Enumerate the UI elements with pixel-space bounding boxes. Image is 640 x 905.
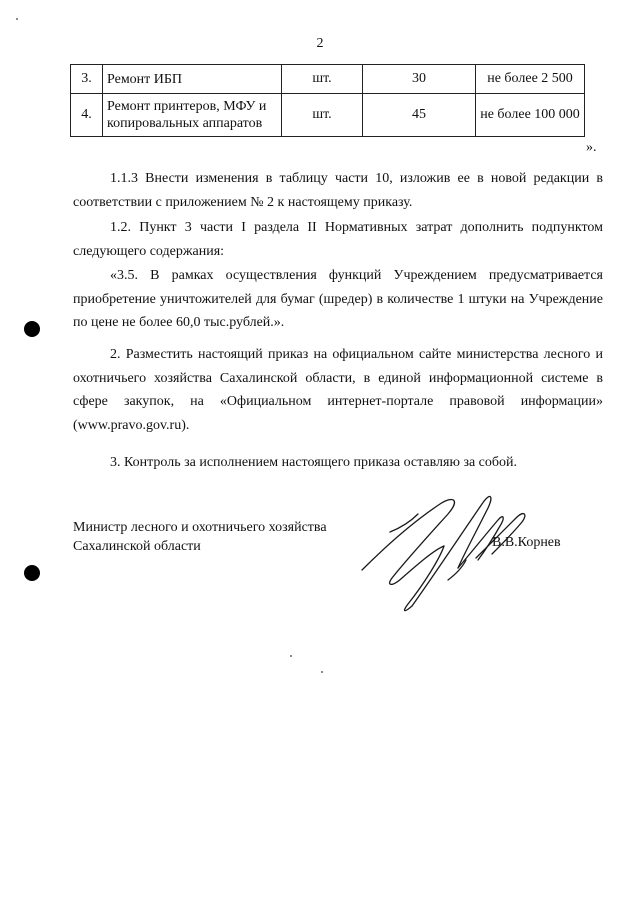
signatory-title-line: Сахалинской области (73, 539, 201, 554)
closing-quote: ». (586, 140, 597, 155)
row-unit: шт. (282, 65, 363, 94)
paragraph-3: 3. Контроль за исполнением настоящего приказа оставляю за собой. (110, 455, 518, 470)
paragraph-1-1-3: 1.1.3 Внести изменения в таблицу части 10, изложив ее в новой редакции в соответствии с приложением № 2 к настоящему приказу. (73, 171, 603, 210)
table-row (71, 65, 585, 94)
row-item-name: Ремонт принтеров, МФУ и копировальных аппаратов (103, 94, 282, 137)
row-number: 3. (71, 65, 103, 94)
punch-hole (24, 321, 40, 337)
row-price: не более 100 000 (476, 94, 585, 137)
row-quantity: 45 (363, 94, 476, 137)
scan-speck (290, 655, 292, 657)
row-price: не более 2 500 (476, 65, 585, 94)
row-item-name: Ремонт ИБП (103, 65, 282, 94)
signatory-title (73, 518, 327, 556)
signatory-name: В.В.Корнев (492, 535, 561, 550)
page-number: 2 (316, 36, 324, 51)
cost-table (70, 64, 585, 137)
signatory-title-line: Министр лесного и охотничьего хозяйства (73, 520, 327, 535)
row-number: 4. (71, 94, 103, 137)
row-quantity: 30 (363, 65, 476, 94)
paragraph-3-5-quote: «3.5. В рамках осуществления функций Учреждением предусматривается приобретение уничтожителей для бумаг (шредер) в количестве 1 штуки на Учреждение по цене не более 60,0 тыс.рублей.». (73, 268, 603, 330)
row-unit: шт. (282, 94, 363, 137)
punch-hole (24, 565, 40, 581)
paragraph-2: 2. Разместить настоящий приказ на официальном сайте министерства лесного и охотничьего хозяйства Сахалинской области, в единой информационной системе в сфере закупок, на «Официальном интернет-портале правовой информации» (www.pravo.gov.ru). (73, 347, 603, 433)
scan-speck (16, 18, 18, 20)
paragraph-1-2: 1.2. Пункт 3 части I раздела II Нормативных затрат дополнить подпунктом следующего содержания: (73, 220, 603, 259)
table-row (71, 94, 585, 137)
scan-speck (321, 671, 323, 673)
